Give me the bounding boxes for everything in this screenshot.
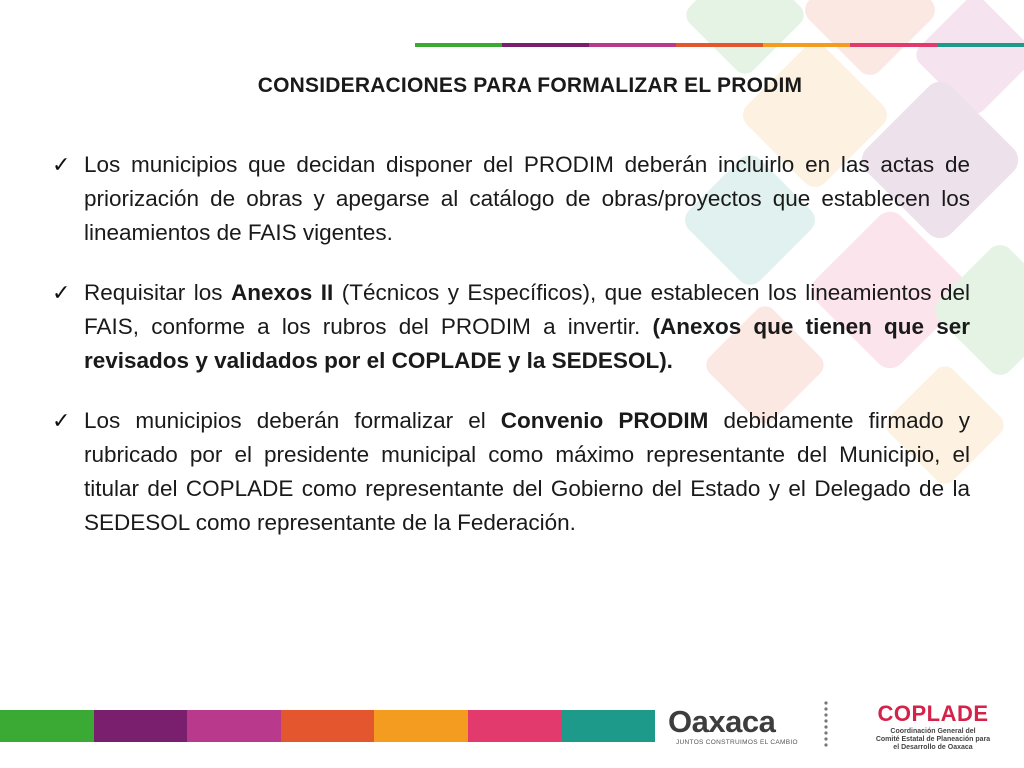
coplade-subtitle-line: Comité Estatal de Planeación para [875, 736, 991, 743]
dotted-divider [822, 700, 830, 748]
bullet-text: Los municipios que decidan disponer del PRODIM deberán incluirlo en las actas de priorización de obras y apegarse al catálogo de obras/proyectos que establecen los lineamientos de FAIS vigentes. [84, 152, 970, 245]
stripe-segment [187, 710, 281, 742]
stripe-segment [561, 710, 655, 742]
stripe-segment [937, 43, 1024, 47]
stripe-segment [850, 43, 937, 47]
check-icon: ✓ [52, 280, 71, 305]
slide-title: CONSIDERACIONES PARA FORMALIZAR EL PRODIM [257, 74, 803, 97]
stripe-segment [415, 43, 502, 47]
stripe-segment [468, 710, 562, 742]
bullet-item [52, 276, 970, 378]
coplade-subtitle-line: Coordinación General del [890, 728, 976, 735]
stripe-segment [281, 710, 375, 742]
bullet-text: Requisitar los Anexos II (Técnicos y Específicos), que establecen los lineamientos del FAIS, conforme a los rubros del PRODIM a invertir. (Anexos que tienen que ser revisados y validados por el COPLADE y la SEDESOL). [84, 280, 971, 373]
stripe-segment [0, 710, 94, 742]
bullet-item [52, 404, 970, 540]
oaxaca-wordmark: Oaxaca [668, 704, 776, 739]
bottom-color-stripe [0, 710, 655, 742]
bullet-text: Los municipios deberán formalizar el Convenio PRODIM debidamente firmado y rubricado por el presidente municipal como máximo representante del Municipio, el titular del COPLADE como representante del Gobierno del Estado y el Delegado de la SEDESOL como representante de la Federación. [84, 408, 970, 535]
coplade-wordmark: COPLADE [877, 701, 989, 726]
top-color-stripe [415, 43, 1024, 47]
check-icon: ✓ [52, 408, 71, 433]
oaxaca-logo [668, 703, 798, 751]
stripe-segment [589, 43, 676, 47]
bullet-list [52, 148, 970, 566]
oaxaca-tagline: JUNTOS CONSTRUIMOS EL CAMBIO [676, 739, 798, 746]
check-icon: ✓ [52, 152, 71, 177]
coplade-subtitle-line: el Desarrollo de Oaxaca [893, 744, 973, 751]
stripe-segment [94, 710, 188, 742]
stripe-segment [502, 43, 589, 47]
stripe-segment [374, 710, 468, 742]
coplade-logo [868, 700, 998, 752]
bullet-item [52, 148, 970, 250]
stripe-segment [676, 43, 763, 47]
stripe-segment [763, 43, 850, 47]
